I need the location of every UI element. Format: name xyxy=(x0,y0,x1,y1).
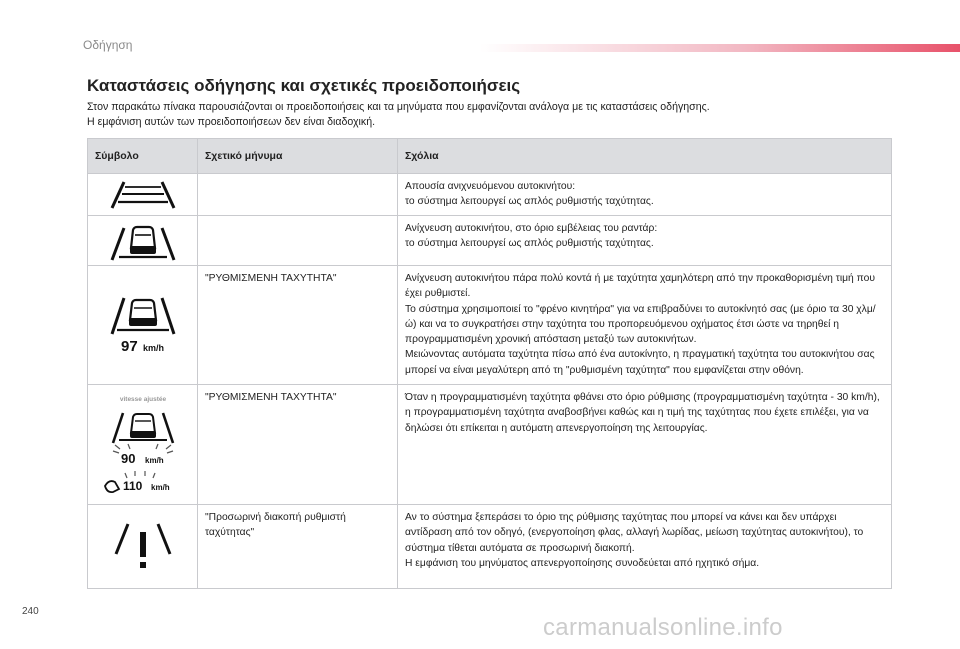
intro-line-2: Η εμφάνιση αυτών των προειδοποιήσεων δεν είναι διαδοχική. xyxy=(87,116,376,128)
table-row xyxy=(88,505,892,589)
speed-value: 97 xyxy=(120,338,138,355)
message-cell xyxy=(198,174,398,216)
comment-line: το σύστημα λειτουργεί ως απλός ρυθμιστής ταχύτητας. xyxy=(405,196,654,208)
table-row xyxy=(88,266,892,385)
comment-line: Μειώνοντας αυτόματα ταχύτητα πίσω από ένα αυτοκίνητο, η πραγματική ταχύτητα του αυτοκινήτου σας μπορεί να είναι μεγαλύτερη από τη "ρυθμισμένη ταχύτητα" που εμφανίζεται στην οθόνη. xyxy=(405,349,875,376)
header-accent-bar xyxy=(480,44,960,52)
message-cell: "ΡΥΘΜΙΣΜΕΝΗ ΤΑΧΥΤΗΤΑ" xyxy=(198,385,398,505)
lane-lines-icon xyxy=(103,179,183,211)
symbol-cell xyxy=(88,385,198,505)
speed-unit: km/h xyxy=(142,343,164,353)
comment-cell xyxy=(398,216,892,266)
comment-line: Ανίχνευση αυτοκινήτου, στο όριο εμβέλειας του ραντάρ: xyxy=(405,223,658,234)
column-header-symbol: Σύμβολο xyxy=(88,139,198,174)
comment-cell xyxy=(398,505,892,589)
table-row xyxy=(88,385,892,505)
section-label: Οδήγηση xyxy=(83,38,133,52)
intro-line-1: Στον παρακάτω πίνακα παρουσιάζονται οι προειδοποιήσεις και τα μηνύματα που εμφανίζονται ανάλογα με τις καταστάσεις οδήγησης. xyxy=(87,101,710,113)
symbol-cell xyxy=(88,174,198,216)
comment-line: Απουσία ανιχνευόμενου αυτοκινήτου: xyxy=(405,181,576,192)
icon-caption: vitesse ajustée xyxy=(119,395,166,403)
warning-lanes-icon xyxy=(103,516,183,578)
symbol-cell xyxy=(88,505,198,589)
comment-cell xyxy=(398,174,892,216)
page-number: 240 xyxy=(22,606,39,617)
speed-unit: km/h xyxy=(144,455,164,465)
car-ahead-icon xyxy=(103,220,183,262)
symbol-cell xyxy=(88,266,198,385)
table-row xyxy=(88,174,892,216)
table-row xyxy=(88,216,892,266)
page-title: Καταστάσεις οδήγησης και σχετικές προειδοποιήσεις xyxy=(87,76,521,95)
message-cell: "Προσωρινή διακοπή ρυθμιστή ταχύτητας" xyxy=(198,505,398,589)
message-cell xyxy=(198,216,398,266)
comment-line: Το σύστημα χρησιμοποιεί το "φρένο κινητήρα" για να επιβραδύνει το αυτοκίνητό σας (με όριο τα 30 χλμ/ώ) και να το συγκρατήσει στην ταχύτητα του προπορευόμενου οχήματος έτσι ώστε να τηρηθεί η προγραμματισμένη χρονική απόσταση μεταξύ των αυτοκινήτων. xyxy=(405,303,876,346)
comment-line: Ανίχνευση αυτοκινήτου πάρα πολύ κοντά ή με ταχύτητα χαμηλότερη από την προκαθορισμένη τιμή που έχει ρυθμιστεί. xyxy=(405,273,875,300)
table-header-row xyxy=(88,139,892,174)
watermark: carmanualsonline.info xyxy=(543,614,783,641)
speed-value: 90 xyxy=(120,450,135,466)
comment-cell xyxy=(398,385,892,505)
column-header-comments: Σχόλια xyxy=(398,139,892,174)
speedometer-hand-icon xyxy=(105,481,119,492)
comment-line: το σύστημα λειτουργεί ως απλός ρυθμιστής ταχύτητας. xyxy=(405,238,654,250)
comment-line: Η εμφάνιση του μηνύματος απενεργοποίησης συνοδεύεται από ηχητικό σήμα. xyxy=(405,557,760,569)
symbol-cell xyxy=(88,216,198,266)
column-header-message: Σχετικό μήνυμα xyxy=(198,139,398,174)
comment-cell xyxy=(398,266,892,385)
comment-line: Αν το σύστημα ξεπεράσει το όριο της ρύθμισης ταχύτητας που μπορεί να κάνει και δεν υπάρχει αντίδραση από τον οδηγό, (ενεργοποίηση φλας, αλλαγή λωρίδας, μείωση ταχύτητας αυτοκινήτου), το σύστημα τίθεται αυτόματα σε προσωρινή διακοπή. xyxy=(405,512,864,554)
comment-line: Όταν η προγραμματισμένη ταχύτητα φθάνει στο όριο ρύθμισης (προγραμματισμένη ταχύτητα - 30 km/h), η προγραμματισμένη ταχύτητα αναβοσβήνει καθώς και η τιμή της ταχύτητας που έχετε επιλέξει, για να δηλώσει ότι επίκειται η αυτόματη απενεργοποίηση της λειτουργίας. xyxy=(405,392,880,434)
warnings-table xyxy=(87,138,892,589)
speed-value-2: 110 xyxy=(122,478,142,493)
car-close-speed-icon xyxy=(101,294,185,356)
intro-text xyxy=(87,100,917,130)
speed-limit-reached-icon xyxy=(95,389,191,501)
message-cell: "ΡΥΘΜΙΣΜΕΝΗ ΤΑΧΥΤΗΤΑ" xyxy=(198,266,398,385)
speed-unit-2: km/h xyxy=(150,482,170,492)
